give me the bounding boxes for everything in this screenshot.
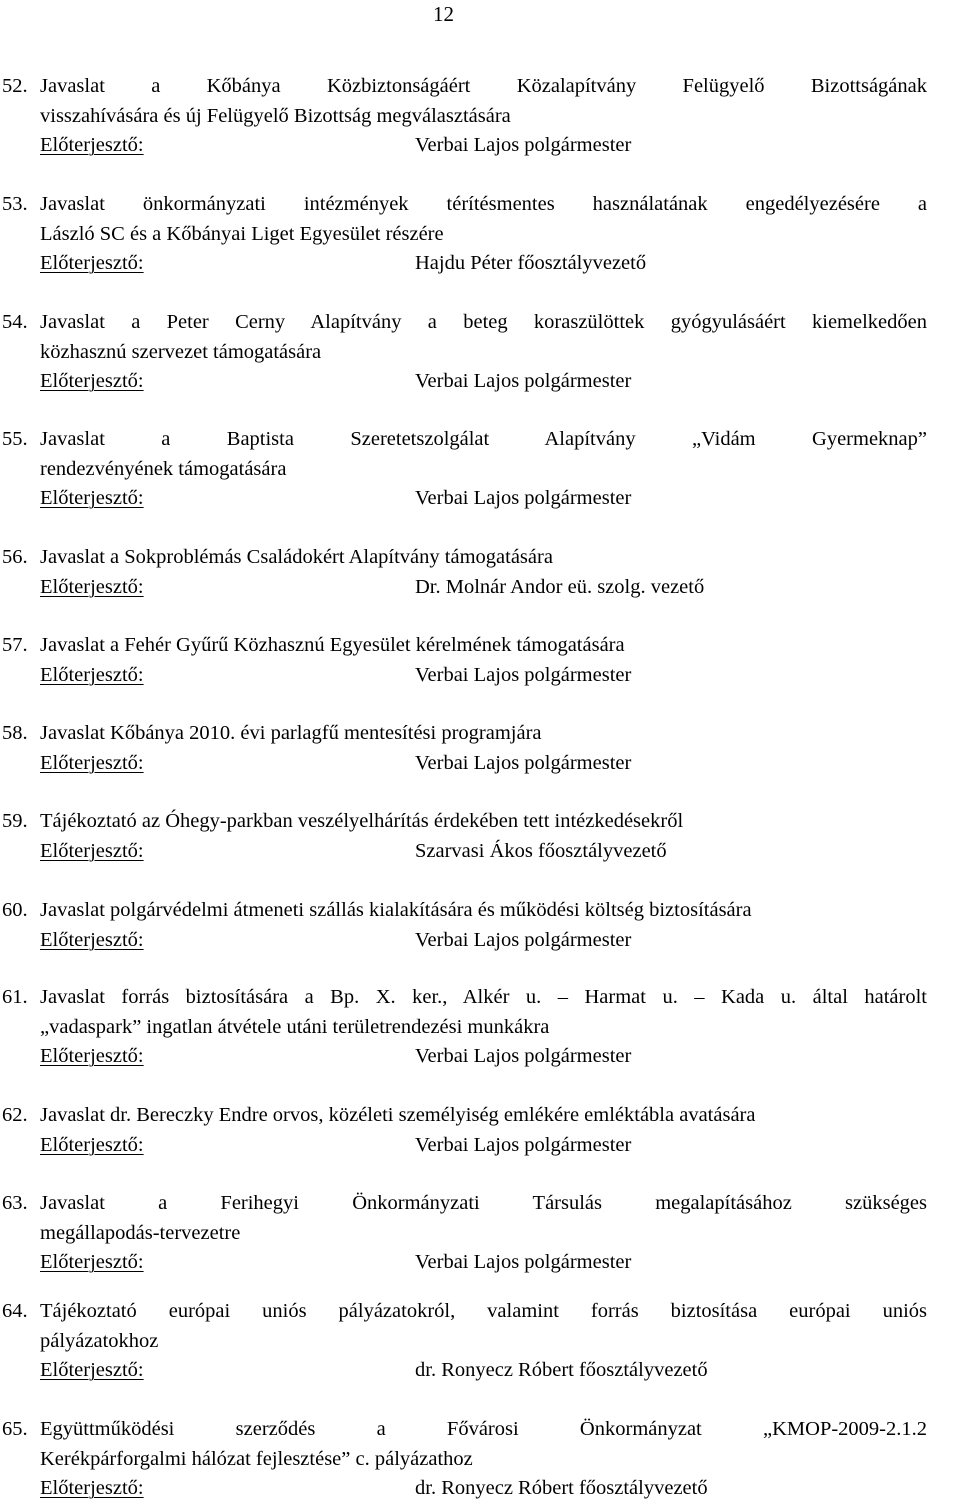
agenda-item (0, 72, 960, 161)
agenda-item (0, 425, 960, 514)
agenda-item-number: 54. (2, 311, 28, 333)
presenter-row (0, 1248, 960, 1278)
agenda-item-number: 65. (2, 1418, 28, 1440)
presenter-row (0, 367, 960, 397)
presenter-row (0, 1474, 960, 1504)
agenda-item-number: 53. (2, 193, 28, 215)
presenter-row (0, 1131, 960, 1161)
presenter-name: Verbai Lajos polgármester (415, 1133, 632, 1156)
agenda-item-title-line: Javaslat dr. Bereczky Endre orvos, közéleti személyiség emlékére emléktábla avatására (40, 1104, 756, 1126)
agenda-item (0, 1415, 960, 1504)
agenda-item-title-line: Javaslat a Ferihegyi Önkormányzati Társulás megalapításához szükséges (40, 1192, 927, 1214)
presenter-row (0, 749, 960, 779)
agenda-item-title-line: Kerékpárforgalmi hálózat fejlesztése” c. pályázathoz (40, 1447, 473, 1470)
presenter-name: Szarvasi Ákos főosztályvezető (415, 839, 667, 862)
agenda-item-number: 63. (2, 1192, 28, 1214)
presenter-label: Előterjesztő: (40, 751, 144, 774)
agenda-item-title (0, 190, 927, 249)
agenda-item-title-line: Javaslat a Baptista Szeretetszolgálat Alapítvány „Vidám Gyermeknap” (40, 428, 927, 450)
agenda-item-title-line: megállapodás-tervezetre (40, 1221, 241, 1244)
agenda-item-number: 55. (2, 428, 28, 450)
presenter-label: Előterjesztő: (40, 839, 144, 862)
agenda-item-title (0, 1415, 927, 1474)
agenda-item-title (0, 1189, 927, 1248)
presenter-name: Hajdu Péter főosztályvezető (415, 252, 647, 274)
agenda-item (0, 631, 960, 690)
agenda-item-title-line: László SC és a Kőbányai Liget Egyesület részére (40, 222, 444, 245)
agenda-item-number: 64. (2, 1300, 28, 1322)
agenda-item-title-line: Javaslat a Peter Cerny Alapítvány a beteg koraszülöttek gyógyulásáért kiemelkedően (40, 311, 927, 333)
presenter-name: Verbai Lajos polgármester (415, 663, 632, 686)
presenter-name: dr. Ronyecz Róbert főosztályvezető (415, 1477, 708, 1499)
agenda-item-number: 62. (2, 1104, 28, 1126)
agenda-item (0, 543, 960, 602)
agenda-item (0, 983, 960, 1072)
presenter-name: Dr. Molnár Andor eü. szolg. vezető (415, 575, 705, 598)
presenter-label: Előterjesztő: (40, 487, 144, 509)
presenter-row (0, 131, 960, 161)
agenda-item-title (0, 72, 927, 131)
presenter-name: dr. Ronyecz Róbert főosztályvezető (415, 1359, 708, 1381)
presenter-row (0, 573, 960, 603)
agenda-item (0, 1189, 960, 1278)
agenda-item-title (0, 719, 927, 749)
page-number: 12 (433, 2, 454, 26)
presenter-name: Verbai Lajos polgármester (415, 134, 632, 156)
presenter-name: Verbai Lajos polgármester (415, 370, 632, 392)
presenter-row (0, 1042, 960, 1072)
agenda-item (0, 1297, 960, 1386)
presenter-row (0, 837, 960, 867)
presenter-label: Előterjesztő: (40, 663, 144, 686)
presenter-row (0, 1356, 960, 1386)
agenda-item-number: 60. (2, 899, 28, 921)
agenda-item-title-line: Javaslat a Kőbánya Közbiztonságáért Közalapítvány Felügyelő Bizottságának (40, 75, 927, 97)
agenda-item-number: 57. (2, 634, 28, 656)
agenda-item-title (0, 425, 927, 484)
presenter-label: Előterjesztő: (40, 1133, 144, 1156)
presenter-label: Előterjesztő: (40, 134, 144, 156)
agenda-item (0, 807, 960, 866)
presenter-label: Előterjesztő: (40, 1251, 144, 1273)
agenda-item-title (0, 543, 927, 573)
presenter-name: Verbai Lajos polgármester (415, 928, 632, 951)
agenda-item-title (0, 896, 927, 926)
presenter-label: Előterjesztő: (40, 575, 144, 598)
agenda-item (0, 1101, 960, 1160)
presenter-label: Előterjesztő: (40, 1359, 144, 1381)
agenda-item-title-line: Javaslat önkormányzati intézmények térítésmentes használatának engedélyezésére a (40, 193, 927, 215)
agenda-item-number: 59. (2, 810, 28, 832)
agenda-item (0, 190, 960, 279)
agenda-item-title-line: Javaslat a Sokproblémás Családokért Alapítvány támogatására (40, 546, 553, 568)
agenda-item-title (0, 983, 927, 1042)
agenda-item (0, 719, 960, 778)
agenda-item-title-line: pályázatokhoz (40, 1329, 159, 1352)
agenda-item-title (0, 807, 927, 837)
agenda-item-title-line: Javaslat a Fehér Gyűrű Közhasznú Egyesület kérelmének támogatására (40, 634, 625, 656)
agenda-item-title-line: Javaslat forrás biztosítására a Bp. X. ker., Alkér u. – Harmat u. – Kada u. által határolt (40, 986, 927, 1008)
presenter-name: Verbai Lajos polgármester (415, 751, 632, 774)
agenda-item-title-line: Tájékoztató az Óhegy-parkban veszélyelhárítás érdekében tett intézkedésekről (40, 810, 684, 832)
presenter-row (0, 484, 960, 514)
agenda-item (0, 896, 960, 955)
agenda-item-title-line: Tájékoztató európai uniós pályázatokról, valamint forrás biztosítása európai uniós (40, 1300, 927, 1322)
agenda-item-title-line: rendezvényének támogatására (40, 457, 287, 480)
agenda-item-number: 58. (2, 722, 28, 744)
presenter-name: Verbai Lajos polgármester (415, 1045, 632, 1067)
agenda-item-title (0, 1297, 927, 1356)
presenter-name: Verbai Lajos polgármester (415, 487, 632, 509)
agenda-item-number: 56. (2, 546, 28, 568)
agenda-item-title (0, 1101, 927, 1131)
agenda-item-title-line: visszahívására és új Felügyelő Bizottság megválasztására (40, 104, 511, 127)
agenda-item-number: 52. (2, 75, 28, 97)
agenda-item-title (0, 631, 927, 661)
agenda-item-title-line: Javaslat polgárvédelmi átmeneti szállás kialakítására és működési költség biztosítására (40, 899, 752, 921)
agenda-item-title-line: „vadaspark” ingatlan átvétele utáni területrendezési munkákra (40, 1015, 550, 1038)
presenter-row (0, 661, 960, 691)
presenter-label: Előterjesztő: (40, 928, 144, 951)
presenter-label: Előterjesztő: (40, 252, 144, 274)
agenda-item-title-line: közhasznú szervezet támogatására (40, 340, 322, 363)
agenda-item-title (0, 308, 927, 367)
presenter-row (0, 926, 960, 956)
agenda-item-number: 61. (2, 986, 28, 1008)
agenda-item-title-line: Javaslat Kőbánya 2010. évi parlagfű mentesítési programjára (40, 722, 542, 744)
agenda-item (0, 308, 960, 397)
presenter-row (0, 249, 960, 279)
presenter-name: Verbai Lajos polgármester (415, 1251, 632, 1273)
presenter-label: Előterjesztő: (40, 1477, 144, 1499)
presenter-label: Előterjesztő: (40, 370, 144, 392)
agenda-item-title-line: Együttműködési szerződés a Fővárosi Önkormányzat „KMOP-2009-2.1.2 (40, 1418, 927, 1440)
presenter-label: Előterjesztő: (40, 1045, 144, 1067)
